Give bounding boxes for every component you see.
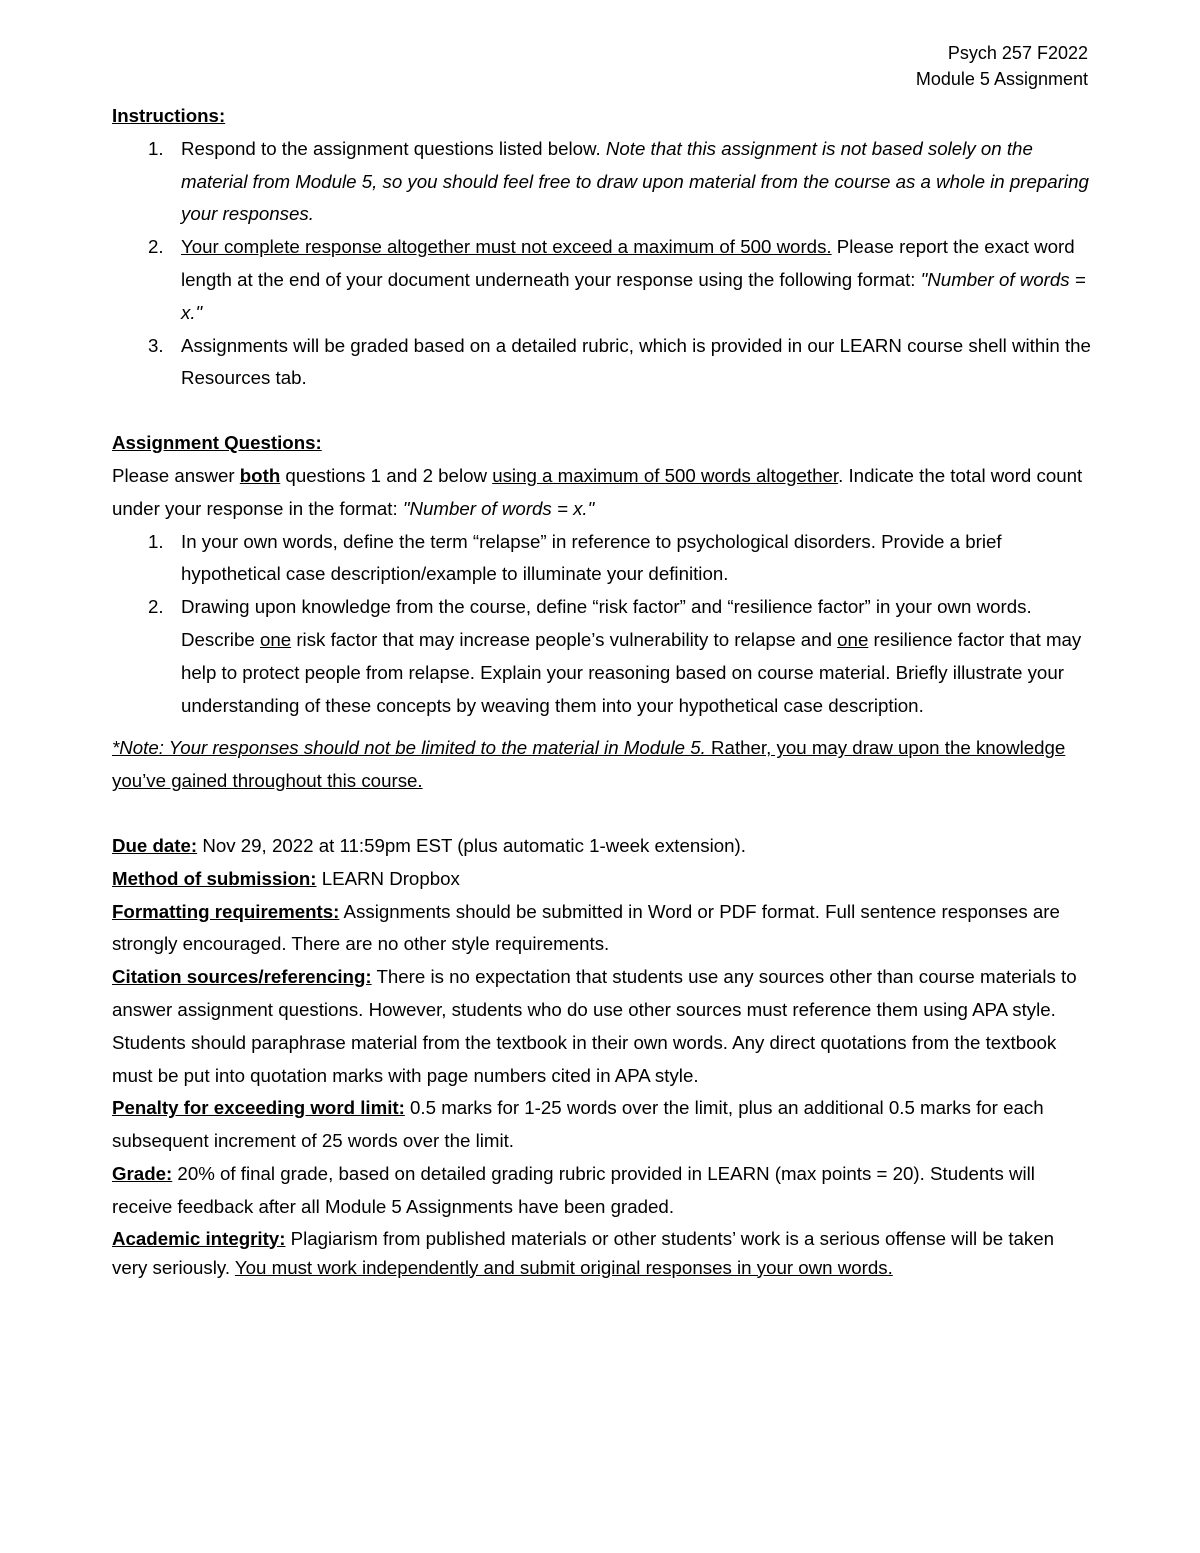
note-italic: *Note: Your responses should not be limited to the material in Module 5.: [112, 737, 706, 759]
question-item: [112, 526, 1092, 592]
instructions-list: [112, 133, 1092, 395]
detail-label: Due date:: [112, 834, 198, 856]
instruction-item: [112, 330, 1092, 396]
detail-text: There is no expectation that students use any sources other than course materials to answer assignment questions. However, students who do use other sources must reference them using APA style. Students should paraphrase material from the textbook in their own words. Any direct quotations from the textbook must be put into quotation marks with page numbers cited in APA style.: [112, 966, 1077, 1086]
intro-text: questions 1 and 2 below: [280, 464, 493, 486]
detail-formatting: [112, 896, 1092, 962]
detail-citation: [112, 961, 1092, 1092]
question-item: [112, 591, 1092, 722]
item-number: 1.: [148, 530, 164, 552]
question-text: resilience factor that may help to protect people from relapse. Explain your reasoning based on course material. Briefly illustrate your understanding of these concepts by weaving them into your hypothetical case description.: [181, 628, 1082, 716]
instruction-text: Assignments will be graded based on a detailed rubric, which is provided in our LEARN course shell within the Resources tab.: [181, 334, 1091, 389]
detail-submission: [112, 863, 1092, 896]
detail-penalty: [112, 1092, 1092, 1158]
course-label: Psych 257 F2022: [947, 43, 1088, 63]
intro-text: Please answer: [112, 464, 240, 486]
instruction-item: [112, 231, 1092, 329]
detail-integrity: [112, 1224, 1092, 1282]
instruction-item: [112, 133, 1092, 231]
instruction-text: Respond to the assignment questions listed below.: [181, 137, 606, 159]
instructions-heading: Instructions:: [112, 105, 226, 126]
course-note: [112, 732, 1092, 798]
question-text: In your own words, define the term “relapse” in reference to psychological disorders. Provide a brief hypothetical case description/example to illuminate your definition.: [181, 530, 1002, 585]
document-page: [112, 40, 1092, 1282]
intro-text: . Indicate the total word count under your response in the format:: [112, 464, 1083, 519]
detail-text: LEARN Dropbox: [316, 867, 460, 889]
item-number: 2.: [148, 236, 164, 258]
intro-format: "Number of words = x.": [402, 497, 595, 519]
question-text: risk factor that may increase people’s vulnerability to relapse and: [291, 628, 838, 650]
detail-text: 0.5 marks for 1-25 words over the limit, plus an additional 0.5 marks for each subsequent increment of 25 words over the limit.: [112, 1097, 1044, 1152]
question-emphasis: one: [837, 628, 869, 650]
instruction-note: Note that this assignment is not based solely on the material from Module 5, so you should feel free to draw upon material from the course as a whole in preparing your responses.: [181, 137, 1089, 225]
document-label: Module 5 Assignment: [915, 69, 1088, 89]
word-limit-text: Your complete response altogether must not exceed a maximum of 500 words.: [181, 236, 832, 258]
instruction-text: Please report the exact word length at the end of your document underneath your response using the following format:: [181, 236, 1075, 290]
item-number: 2.: [148, 596, 164, 618]
detail-due-date: [112, 830, 1092, 863]
questions-list: [112, 526, 1092, 723]
detail-label: Academic integrity:: [112, 1227, 286, 1249]
detail-text: Plagiarism from published materials or other students’ work is a serious offense will be taken very seriously.: [112, 1227, 1055, 1278]
note-text: Rather, you may draw upon the knowledge you’ve gained throughout this course.: [112, 737, 1066, 792]
question-emphasis: one: [259, 628, 292, 650]
detail-grade: [112, 1158, 1092, 1224]
detail-label: Penalty for exceeding word limit:: [112, 1097, 405, 1119]
item-number: 3.: [148, 334, 164, 356]
detail-text: 20% of final grade, based on detailed grading rubric provided in LEARN (max points = 20). Students will receive feedback after all Module 5 Assignments have been graded.: [112, 1162, 1035, 1217]
intro-limit: using a maximum of 500 words altogether: [492, 464, 839, 486]
questions-heading: Assignment Questions:: [112, 432, 322, 454]
detail-text: Nov 29, 2022 at 11:59pm EST (plus automatic 1-week extension).: [197, 834, 746, 856]
detail-label: Method of submission:: [112, 867, 317, 889]
questions-intro: [112, 460, 1092, 526]
item-number: 1.: [148, 137, 164, 159]
question-text: Drawing upon knowledge from the course, define “risk factor” and “resilience factor” in your own words. Describe: [181, 596, 1032, 650]
detail-emphasis: You must work independently and submit original responses in your own words.: [234, 1256, 893, 1278]
detail-label: Formatting requirements:: [112, 900, 340, 922]
page-header: [112, 40, 1092, 92]
format-text: "Number of words = x.": [181, 268, 1086, 323]
detail-text: Assignments should be submitted in Word or PDF format. Full sentence responses are strongly encouraged. There are no other style requirements.: [112, 900, 1060, 955]
intro-emphasis: both: [239, 464, 281, 486]
detail-label: Grade:: [112, 1162, 173, 1184]
detail-label: Citation sources/referencing:: [112, 966, 372, 988]
